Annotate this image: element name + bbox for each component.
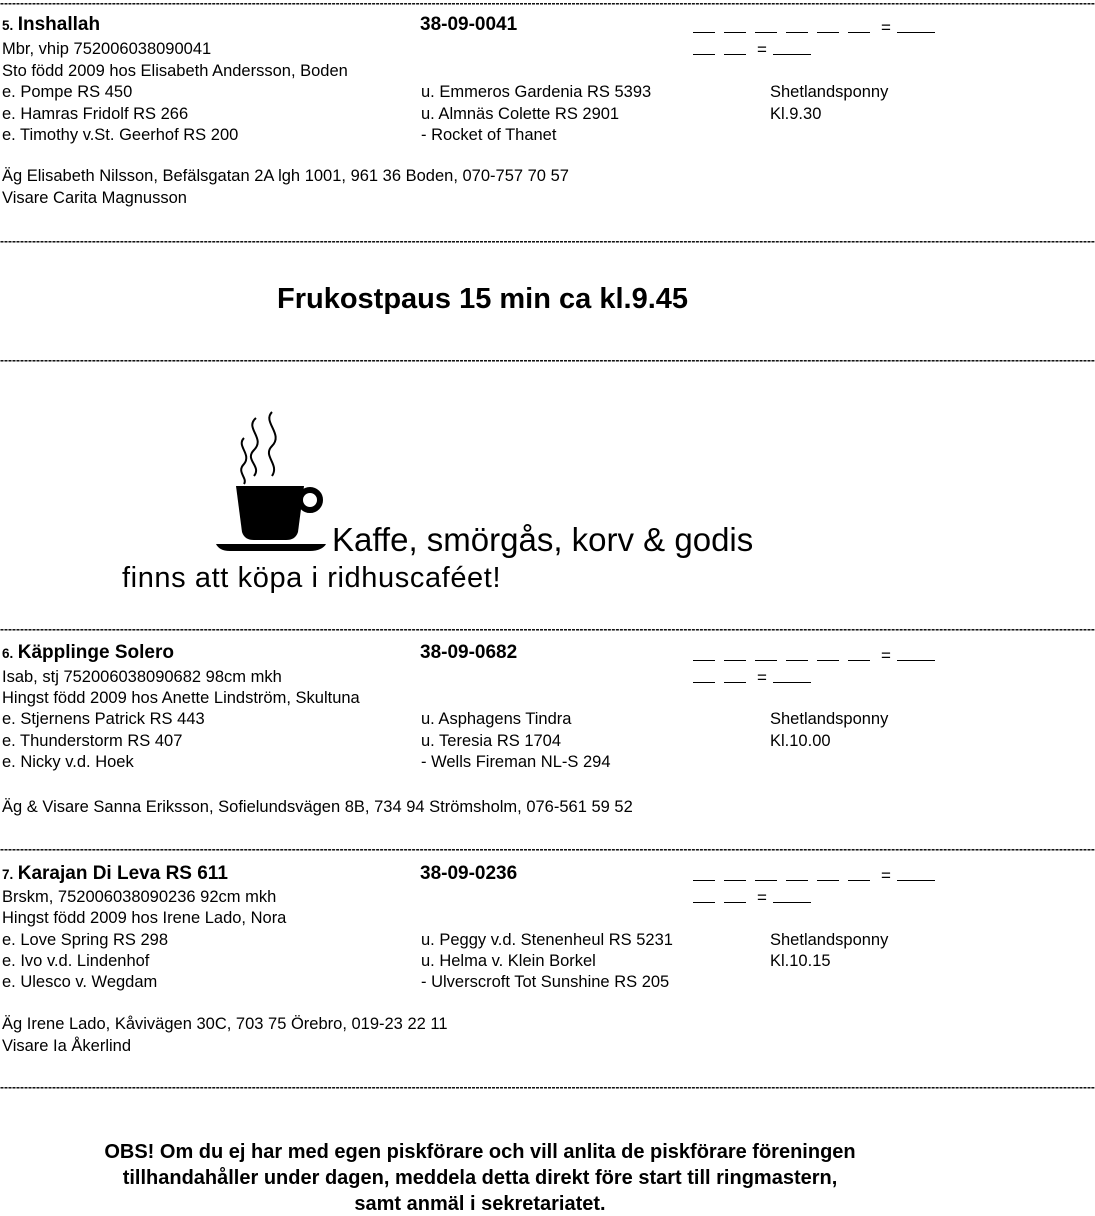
- notice-line-2: tillhandahåller under dagen, meddela detta direkt före start till ringmastern,: [122, 1167, 838, 1189]
- sire-sire: e. Ivo v.d. Lindenhof: [2, 952, 150, 970]
- owner: Äg & Visare Sanna Eriksson, Sofielundsvägen 8B, 734 94 Strömsholm, 076-561 59 52: [2, 798, 633, 816]
- separator-line: ----------------------------------------------------------------------------------------------------------------------------------------------------------------------------------------------------------------------------------------------------------------------------------: [0, 842, 1095, 856]
- owner: Äg Irene Lado, Kåvivägen 30C, 703 75 Örebro, 019-23 22 11: [2, 1015, 448, 1033]
- breeder-info: Hingst född 2009 hos Irene Lado, Nora: [2, 909, 287, 927]
- break-title: Frukostpaus 15 min ca kl.9.45: [277, 283, 689, 315]
- sire: e. Pompe RS 450: [2, 83, 133, 101]
- dam-dam: - Wells Fireman NL-S 294: [421, 753, 611, 771]
- separator-line: ----------------------------------------------------------------------------------------------------------------------------------------------------------------------------------------------------------------------------------------------------------------------------------: [0, 0, 1095, 10]
- entry-number: 6.: [2, 646, 14, 661]
- score-line-2[interactable]: =: [693, 668, 811, 688]
- class-time: Kl.10.00: [770, 732, 831, 750]
- entry-number: 7.: [2, 867, 14, 882]
- registration-number: 38-09-0041: [420, 14, 518, 35]
- sire-dam: e. Timothy v.St. Geerhof RS 200: [2, 126, 239, 144]
- dam-dam: - Rocket of Thanet: [421, 126, 557, 144]
- horse-details: Mbr, vhip 752006038090041: [2, 40, 212, 58]
- sire-sire: e. Hamras Fridolf RS 266: [2, 105, 189, 123]
- score-line-2[interactable]: =: [693, 888, 811, 908]
- class-time: Kl.9.30: [770, 105, 822, 123]
- entry-heading: [2, 14, 100, 36]
- horse-name: Käpplinge Solero: [17, 642, 174, 663]
- dam-sire: u. Teresia RS 1704: [421, 732, 562, 750]
- separator-line: ----------------------------------------------------------------------------------------------------------------------------------------------------------------------------------------------------------------------------------------------------------------------------------: [0, 234, 1095, 248]
- horse-name: Karajan Di Leva RS 611: [17, 863, 228, 884]
- breeder-info: Sto född 2009 hos Elisabeth Andersson, Boden: [2, 62, 348, 80]
- sire-sire: e. Thunderstorm RS 407: [2, 732, 183, 750]
- notice-line-1: OBS! Om du ej har med egen piskförare och vill anlita de piskförare föreningen: [104, 1141, 856, 1163]
- registration-number: 38-09-0682: [420, 642, 518, 663]
- score-line-1[interactable]: =: [693, 866, 935, 886]
- separator-line: ----------------------------------------------------------------------------------------------------------------------------------------------------------------------------------------------------------------------------------------------------------------------------------: [0, 1080, 1095, 1094]
- dam-sire: u. Helma v. Klein Borkel: [421, 952, 596, 970]
- sire-dam: e. Ulesco v. Wegdam: [2, 973, 158, 991]
- dam-sire: u. Almnäs Colette RS 2901: [421, 105, 620, 123]
- breeder-info: Hingst född 2009 hos Anette Lindström, Skultuna: [2, 689, 360, 707]
- registration-number: 38-09-0236: [420, 863, 518, 884]
- horse-details: Isab, stj 752006038090682 98cm mkh: [2, 668, 282, 686]
- separator-line: ----------------------------------------------------------------------------------------------------------------------------------------------------------------------------------------------------------------------------------------------------------------------------------: [0, 353, 1095, 367]
- owner: Äg Elisabeth Nilsson, Befälsgatan 2A lgh 1001, 961 36 Boden, 070-757 70 57: [2, 167, 569, 185]
- dam: u. Asphagens Tindra: [421, 710, 572, 728]
- dam-dam: - Ulverscroft Tot Sunshine RS 205: [421, 973, 670, 991]
- score-line-2[interactable]: =: [693, 40, 811, 60]
- class-time: Kl.10.15: [770, 952, 831, 970]
- separator-line: ----------------------------------------------------------------------------------------------------------------------------------------------------------------------------------------------------------------------------------------------------------------------------------: [0, 622, 1095, 636]
- sire: e. Love Spring RS 298: [2, 931, 169, 949]
- coffee-cup-icon: [214, 410, 334, 555]
- horse-name: Inshallah: [17, 14, 101, 35]
- sire: e. Stjernens Patrick RS 443: [2, 710, 205, 728]
- dam: u. Emmeros Gardenia RS 5393: [421, 83, 652, 101]
- score-line-1[interactable]: =: [693, 18, 935, 38]
- horse-details: Brskm, 752006038090236 92cm mkh: [2, 888, 277, 906]
- entry-heading: [2, 863, 228, 885]
- breed: Shetlandsponny: [770, 710, 889, 728]
- cafe-text-line2: finns att köpa i ridhuscaféet!: [122, 562, 502, 594]
- dam: u. Peggy v.d. Stenenheul RS 5231: [421, 931, 673, 949]
- breed: Shetlandsponny: [770, 931, 889, 949]
- cafe-text-line1: Kaffe, smörgås, korv & godis: [332, 521, 754, 558]
- score-line-1[interactable]: =: [693, 646, 935, 666]
- handler: Visare Ia Åkerlind: [2, 1037, 132, 1055]
- handler: Visare Carita Magnusson: [2, 189, 187, 207]
- sire-dam: e. Nicky v.d. Hoek: [2, 753, 134, 771]
- notice-line-3: samt anmäl i sekretariatet.: [354, 1193, 606, 1215]
- breed: Shetlandsponny: [770, 83, 889, 101]
- entry-number: 5.: [2, 18, 14, 33]
- entry-heading: [2, 642, 174, 664]
